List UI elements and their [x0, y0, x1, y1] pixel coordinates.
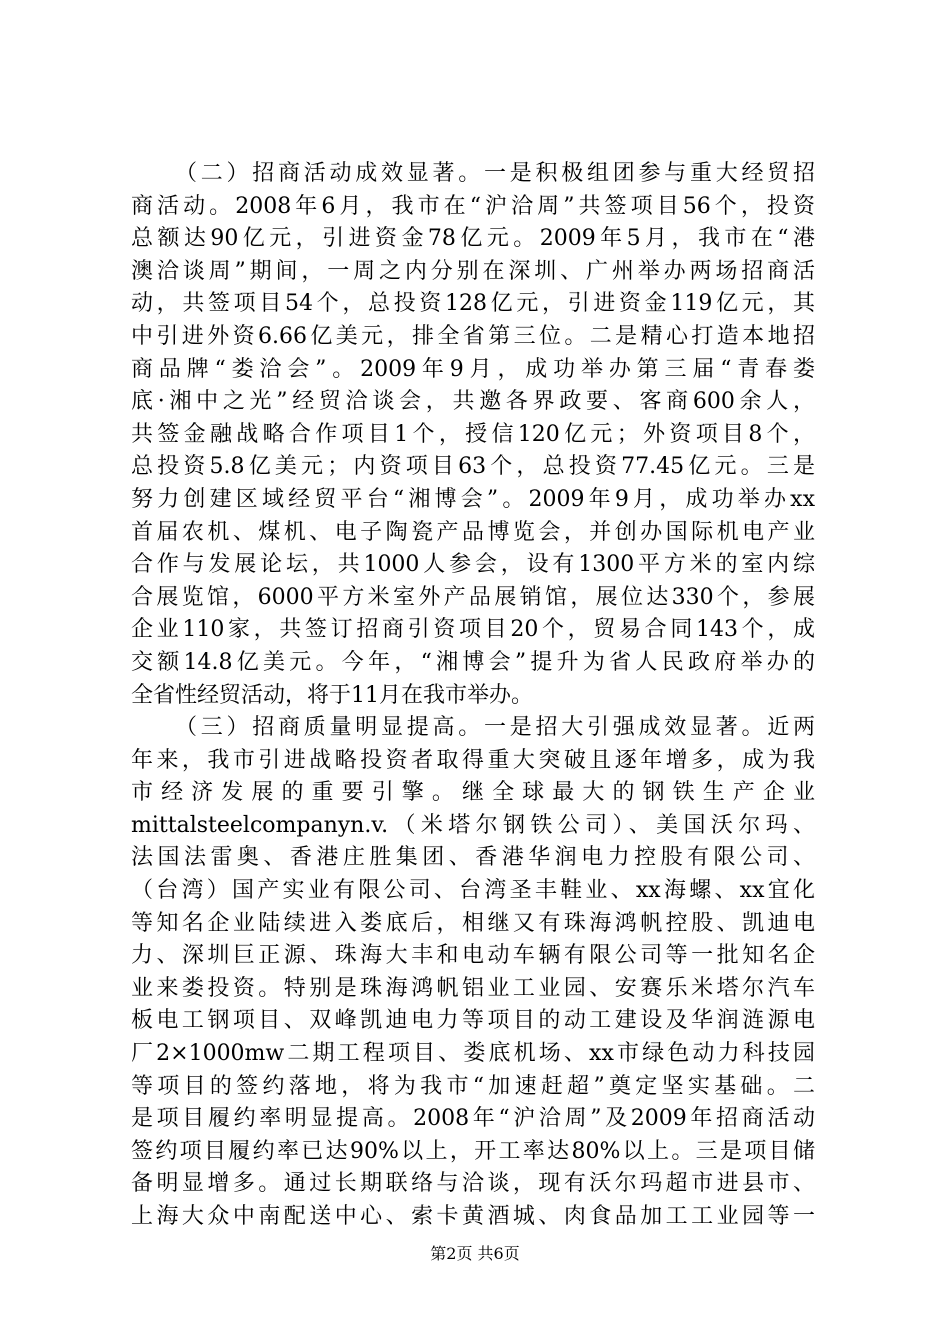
text-line: 首届农机、煤机、电子陶瓷产品博览会，并创办国际机电产业 — [131, 519, 815, 545]
text-line: 签约项目履约率已达90%以上，开工率达80%以上。三是项目储 — [131, 1138, 815, 1164]
text-line: 努力创建区域经贸平台“湘博会”。2009年9月，成功举办xx — [131, 486, 815, 512]
text-line: 等项目的签约落地，将为我市“加速赶超”奠定坚实基础。二 — [131, 1073, 815, 1099]
text-line: 企业110家，共签订招商引资项目20个，贸易合同143个，成 — [131, 617, 815, 643]
text-line: 市经济发展的重要引擎。继全球最大的钢铁生产企业 — [131, 780, 815, 806]
text-line: 共签金融战略合作项目1个，授信120亿元；外资项目8个， — [131, 421, 815, 447]
text-line: （台湾）国产实业有限公司、台湾圣丰鞋业、xx海螺、xx宜化 — [131, 878, 815, 904]
text-line: 是项目履约率明显提高。2008年“沪洽周”及2009年招商活动 — [131, 1106, 815, 1132]
text-line: 合作与发展论坛，共1000人参会，设有1300平方米的室内综 — [131, 552, 815, 578]
text-line: 上海大众中南配送中心、索卡黄酒城、肉食品加工工业园等一 — [131, 1204, 815, 1229]
text-line: 法国法雷奥、香港庄胜集团、香港华润电力控股有限公司、 — [131, 845, 815, 871]
text-line: 等知名企业陆续进入娄底后，相继又有珠海鸿帆控股、凯迪电 — [131, 910, 815, 936]
text-line: 底·湘中之光”经贸洽谈会，共邀各界政要、客商600余人， — [131, 389, 815, 415]
text-line: mittalsteelcompanyn.v.（米塔尔钢铁公司）、美国沃尔玛、 — [131, 812, 815, 838]
text-line: 厂2×1000mw二期工程项目、娄底机场、xx市绿色动力科技园 — [131, 1041, 815, 1067]
text-line: 商活动。2008年6月，我市在“沪洽周”共签项目56个，投资 — [131, 193, 815, 219]
text-line: 中引进外资6.66亿美元，排全省第三位。二是精心打造本地招 — [131, 323, 815, 349]
text-line: 商品牌“娄洽会”。2009年9月，成功举办第三届“青春娄 — [131, 356, 815, 382]
text-line: 总投资5.8亿美元；内资项目63个，总投资77.45亿元。三是 — [131, 454, 815, 480]
text-line: 交额14.8亿美元。今年，“湘博会”提升为省人民政府举办的 — [131, 649, 815, 675]
text-line: （二）招商活动成效显著。一是积极组团参与重大经贸招 — [175, 161, 815, 186]
text-line: 年来，我市引进战略投资者取得重大突破且逐年增多，成为我 — [131, 747, 815, 773]
document-body — [131, 158, 815, 1234]
text-line: 合展览馆，6000平方米室外产品展销馆，展位达330个，参展 — [131, 584, 815, 610]
text-line: 板电工钢项目、双峰凯迪电力等项目的动工建设及华润涟源电 — [131, 1008, 815, 1034]
text-line: 总额达90亿元，引进资金78亿元。2009年5月，我市在“港 — [131, 226, 815, 252]
text-line: 备明显增多。通过长期联络与洽谈，现有沃尔玛超市进县市、 — [131, 1171, 815, 1197]
page-footer: 第2页 共6页 — [430, 1244, 520, 1263]
text-line: 澳洽谈周”期间，一周之内分别在深圳、广州举办两场招商活 — [131, 258, 815, 284]
text-line: 全省性经贸活动，将于11月在我市举办。 — [131, 682, 533, 708]
text-line: 动，共签项目54个，总投资128亿元，引进资金119亿元，其 — [131, 291, 815, 317]
text-line: （三）招商质量明显提高。一是招大引强成效显著。近两 — [175, 715, 815, 741]
text-line: 业来娄投资。特别是珠海鸿帆铝业工业园、安赛乐米塔尔汽车 — [131, 975, 815, 1001]
text-line: 力、深圳巨正源、珠海大丰和电动车辆有限公司等一批知名企 — [131, 943, 815, 969]
